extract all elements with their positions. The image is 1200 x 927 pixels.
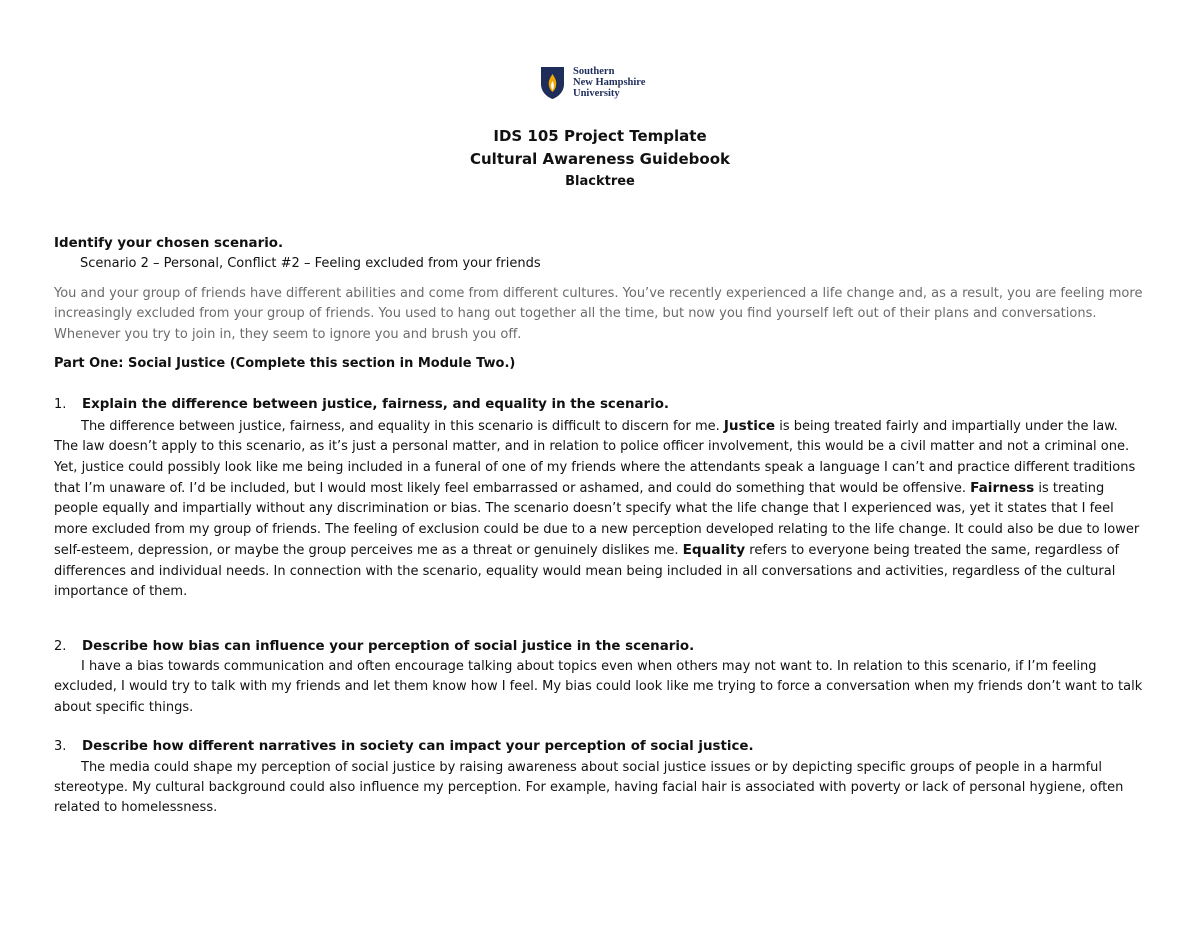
answer-text-1 [54,416,1146,603]
logo-line-2: New Hampshire [573,77,646,88]
question-text: Describe how bias can influence your perception of social justice in the scenario. [82,638,695,654]
answer-intro: The difference between justice, fairness, and equality in this scenario is difficult to discern for me. [81,418,724,434]
question-item-3 [54,737,1146,757]
question-item-1 [54,395,1146,415]
part-one-heading: Part One: Social Justice (Complete this section in Module Two.) [54,356,516,372]
question-number: 1. [54,397,67,413]
keyword-fairness: Fairness [970,480,1035,497]
question-text: Describe how different narratives in society can impact your perception of social justice. [82,739,754,755]
document-title: IDS 105 Project Template [493,127,707,145]
answer-text-2: I have a bias towards communication and often encourage talking about topics even when others may not want to. In relation to this scenario, if I’m feeling excluded, I would try to talk with my friends and let them know how I feel. My bias could look like me trying to force a conversation when my friends don’t want to talk about specific things. [54,658,1143,715]
logo-line-3: University [573,88,620,99]
logo-line-1: Southern [573,66,615,77]
scenario-choice: Scenario 2 – Personal, Conflict #2 – Feeling excluded from your friends [80,256,541,272]
answer-equality: refers to everyone being treated the same, regardless of differences and individual needs. In connection with the scenario, equality would mean being included in all conversations and activities, regardless of the cultural importance of them. [54,543,1120,600]
answer-justice: is being treated fairly and impartially under the law. The law doesn’t apply to this scenario, as it’s just a personal matter, and in relation to police officer involvement, this would be a civil matter and not a criminal one. Yet, justice could possibly look like me being included in a funeral of one of my friends where the attendants speak a language I can’t and practice different traditions that I’m unaware of. I’d be included, but I would most likely feel embarrassed or ashamed, and could do something that would be offensive. [54,418,1136,497]
question-number: 2. [54,638,67,654]
question-number: 3. [54,739,67,755]
question-item-2 [54,637,1146,657]
document-body [54,234,1146,819]
author-name: Blacktree [565,174,635,189]
shield-flame-icon [540,66,565,100]
keyword-justice: Justice [723,417,776,434]
university-logo [540,66,645,100]
question-text: Explain the difference between justice, fairness, and equality in the scenario. [82,397,669,413]
keyword-equality: Equality [682,542,746,559]
scenario-description: You and your group of friends have different abilities and come from different cultures. You’ve recently experienced a life change and, as a result, you are feeling more increasingly excluded from your group of friends. You used to hang out together all the time, but now you find yourself left out of their plans and conversations. Whenever you try to join in, they seem to ignore you and brush you off. [54,285,1143,342]
scenario-heading: Identify your chosen scenario. [54,236,284,251]
document-subtitle: Cultural Awareness Guidebook [469,150,731,168]
answer-text-3: The media could shape my perception of social justice by raising awareness about social justice issues or by depicting specific groups of people in a harmful stereotype. My cultural background could also influence my perception. For example, having facial hair is associated with poverty or lack of personal hygiene, often related to homelessness. [54,759,1124,816]
logo-wordmark [573,66,645,99]
answer-fairness: is treating people equally and impartially without any discrimination or bias. The scenario doesn’t specify what the life change that I experienced was, yet it states that I feel more excluded from my group of friends. The feeling of exclusion could be due to a new perception developed relating to the life change. It could also be due to lower self-esteem, depression, or maybe the group perceives me as a threat or genuinely dislikes me. [54,481,1140,559]
